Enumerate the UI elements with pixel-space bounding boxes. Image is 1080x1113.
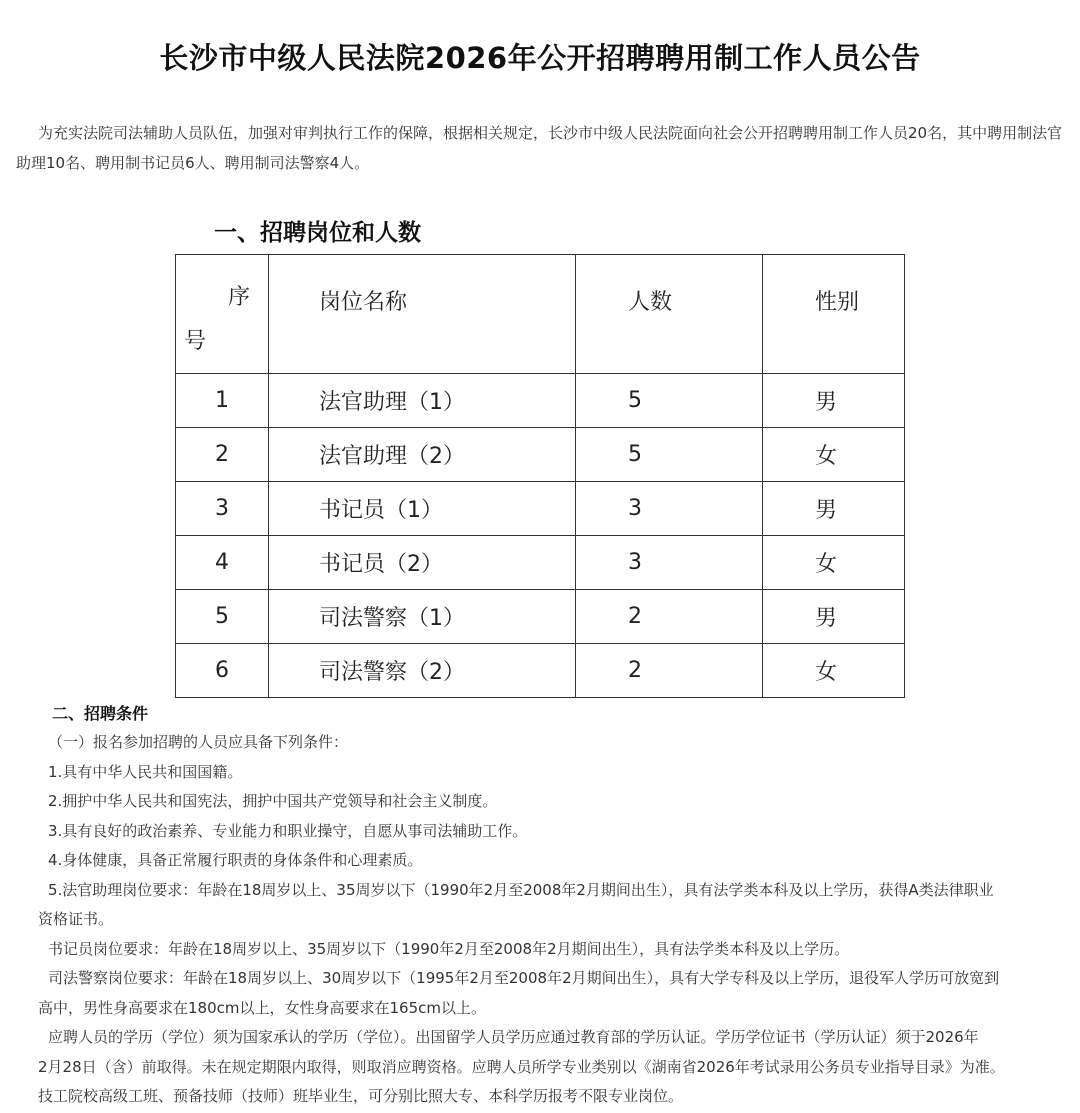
cell-position-name: 法官助理（2） [269,428,576,482]
table-row [176,482,905,536]
cell-sex: 女 [763,428,905,482]
cell-sex: 男 [763,590,905,644]
cell-position-name: 书记员（2） [269,536,576,590]
condition-item: 2.拥护中华人民共和国宪法，拥护中国共产党领导和社会主义制度。 [48,792,498,810]
document-title: 长沙市中级人民法院2026年公开招聘聘用制工作人员公告 [159,41,921,75]
section2-heading: 二、招聘条件 [52,704,149,723]
section1-heading: 一、招聘岗位和人数 [214,220,421,246]
cell-count: 5 [576,428,763,482]
table-row [176,428,905,482]
cell-seq: 5 [176,590,269,644]
clerk-requirement: 书记员岗位要求：年龄在18周岁以上、35周岁以下（1990年2月至2008年2月期间出生），具有法学类本科及以上学历。 [48,939,850,958]
education-requirement: 应聘人员的学历（学位）须为国家承认的学历（学位）。出国留学人员学历应通过教育部的学历认证。学历学位证书（学历认证）须于2026年 [48,1028,979,1046]
education-requirement-cont: 2月28日（含）前取得。未在规定期限内取得，则取消应聘资格。应聘人员所学专业类别以《湖南省2026年考试录用公务员专业指导目录》为准。 [38,1057,1005,1076]
condition-item: 4.身体健康，具备正常履行职责的身体条件和心理素质。 [48,851,423,869]
conditions-subheading: （一）报名参加招聘的人员应具备下列条件： [48,733,349,751]
condition-item: 1.具有中华人民共和国国籍。 [48,762,243,781]
header-seq-top: 序 [228,285,251,310]
header-seq [176,255,269,374]
cell-sex: 男 [763,374,905,428]
header-sex: 性别 [763,255,905,374]
conditions-body [38,728,1070,1112]
cell-position-name: 法官助理（1） [269,374,576,428]
cell-position-name: 司法警察（2） [269,644,576,698]
cell-count: 2 [576,590,763,644]
cell-seq: 2 [176,428,269,482]
cell-position-name: 司法警察（1） [269,590,576,644]
cell-seq: 3 [176,482,269,536]
table-row [176,644,905,698]
intro-paragraph [16,118,1066,178]
education-requirement-cont2: 技工院校高级工班、预备技师（技师）班毕业生，可分别比照大专、本科学历报考不限专业岗位。 [38,1087,684,1105]
police-requirement: 司法警察岗位要求：年龄在18周岁以上、30周岁以下（1995年2月至2008年2月期间出生），具有大学专科及以上学历，退役军人学历可放宽到 [48,969,1000,987]
police-requirement-cont: 高中，男性身高要求在180cm以上，女性身高要求在165cm以上。 [38,998,486,1017]
condition-item: 3.具有良好的政治素养、专业能力和职业操守，自愿从事司法辅助工作。 [48,821,528,840]
table-row [176,374,905,428]
cell-count: 5 [576,374,763,428]
cell-seq: 6 [176,644,269,698]
table-row [176,590,905,644]
header-position-name: 岗位名称 [269,255,576,374]
table-row [176,536,905,590]
judge-assistant-requirement: 5.法官助理岗位要求：年龄在18周岁以上、35周岁以下（1990年2月至2008年2月期间出生），具有法学类本科及以上学历，获得A类法律职业 [48,880,994,899]
intro-text: 为充实法院司法辅助人员队伍，加强对审判执行工作的保障，根据相关规定，长沙市中级人民法院面向社会公开招聘聘用制工作人员20名，其中聘用制法官助理10名、聘用制书记员6人、聘用制司法警察4人。 [16,124,1063,172]
cell-count: 3 [576,536,763,590]
cell-seq: 4 [176,536,269,590]
judge-assistant-requirement-cont: 资格证书。 [38,910,114,928]
cell-sex: 男 [763,482,905,536]
header-seq-bottom: 号 [184,329,207,354]
cell-sex: 女 [763,536,905,590]
table-header-row [176,255,905,374]
header-count: 人数 [576,255,763,374]
cell-position-name: 书记员（1） [269,482,576,536]
positions-table [175,254,905,698]
cell-count: 2 [576,644,763,698]
cell-count: 3 [576,482,763,536]
cell-seq: 1 [176,374,269,428]
cell-sex: 女 [763,644,905,698]
